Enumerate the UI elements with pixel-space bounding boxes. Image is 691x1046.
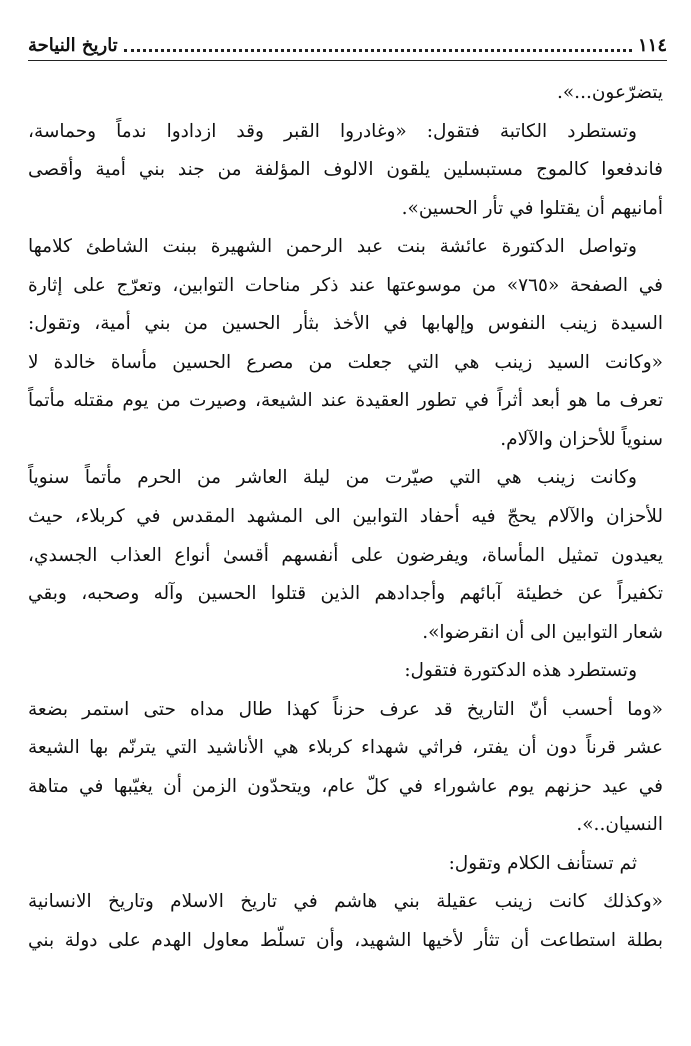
- text-line: يعيدون تمثيل المأساة، ويفرضون على أنفسهم أقسىٰ أنواع العذاب الجسدي،: [28, 544, 663, 566]
- text-line: سنوياً للأحزان والآلام.: [500, 428, 663, 450]
- text-line: ثم تستأنف الكلام وتقول:: [448, 852, 637, 874]
- text-line: وتواصل الدكتورة عائشة بنت عبد الرحمن الشهيرة ببنت الشاطئ كلامها: [28, 236, 637, 258]
- text-line: في عيد حزنهم يوم عاشوراء في كلّ عام، ويتحدّون الزمن أن يغيّبها في متاهة: [28, 775, 663, 797]
- text-line: بطلة استطاعت أن تثأر لأخيها الشهيد، وأن تسلّط معاول الهدم على دولة بني: [28, 930, 663, 952]
- text-line: أمانيهم أن يقتلوا في تأر الحسين».: [401, 197, 663, 219]
- text-line: عشر قرناً دون أن يفتر، فراثي شهداء كربلاء هي الأناشيد التي يترنّم بها الشيعة: [28, 737, 663, 759]
- body-text: [28, 74, 663, 961]
- running-title: تاريخ النياحة: [28, 35, 118, 56]
- header-rule: [28, 60, 667, 61]
- text-line: السيدة زينب النفوس وإلهابها في الأخذ بثأر الحسين من بني أمية، وتقول:: [28, 313, 663, 335]
- text-line: «وما أحسب أنّ التاريخ قد عرف حزناً كهذا طال مداه حتى استمر بضعة: [28, 698, 663, 720]
- text-line: تعرف ما هو أبعد أثراً في تطور العقيدة عند الشيعة، وصيرت من يوم مقتله مأتماً: [28, 390, 663, 412]
- text-line: «وكذلك كانت زينب عقيلة بني هاشم في تاريخ الاسلام وتاريخ الانسانية: [28, 891, 663, 913]
- page-number: ١١٤: [637, 35, 667, 56]
- text-line: «وكانت السيد زينب هي التي جعلت من مصرع الحسين مأساة خالدة لا: [28, 351, 663, 373]
- text-line: النسيان..».: [576, 814, 663, 836]
- text-line: في الصفحة «٧٦٥» من موسوعتها عند ذكر مناحات التوابين، وتعرّج على إثارة: [28, 274, 663, 296]
- text-line: شعار التوابين الى أن انقرضوا».: [422, 621, 663, 643]
- text-line: للأحزان والآلام يحجّ فيه أحفاد التوابين الى المشهد المقدس في كربلاء، حيث: [28, 506, 663, 528]
- page-header: [28, 30, 667, 56]
- text-line: وتستطرد الكاتبة فتقول: «وغادروا القبر وقد ازدادوا ندماً وحماسة،: [28, 120, 637, 142]
- text-line: وكانت زينب هي التي صيّرت من ليلة العاشر من الحرم مأتماً سنوياً: [28, 467, 637, 489]
- text-line: يتضرّعون...».: [556, 82, 663, 103]
- text-line: وتستطرد هذه الدكتورة فتقول:: [404, 660, 637, 682]
- text-line: فاندفعوا كالموج مستبسلين يلقون الالوف المؤلفة من جند بني أمية وأقصى: [28, 159, 663, 181]
- text-line: تكفيراً عن خطيئة آبائهم وأجدادهم الذين قتلوا الحسين وآله وصحبه، وبقي: [28, 583, 663, 605]
- header-leader-dots: [124, 48, 632, 52]
